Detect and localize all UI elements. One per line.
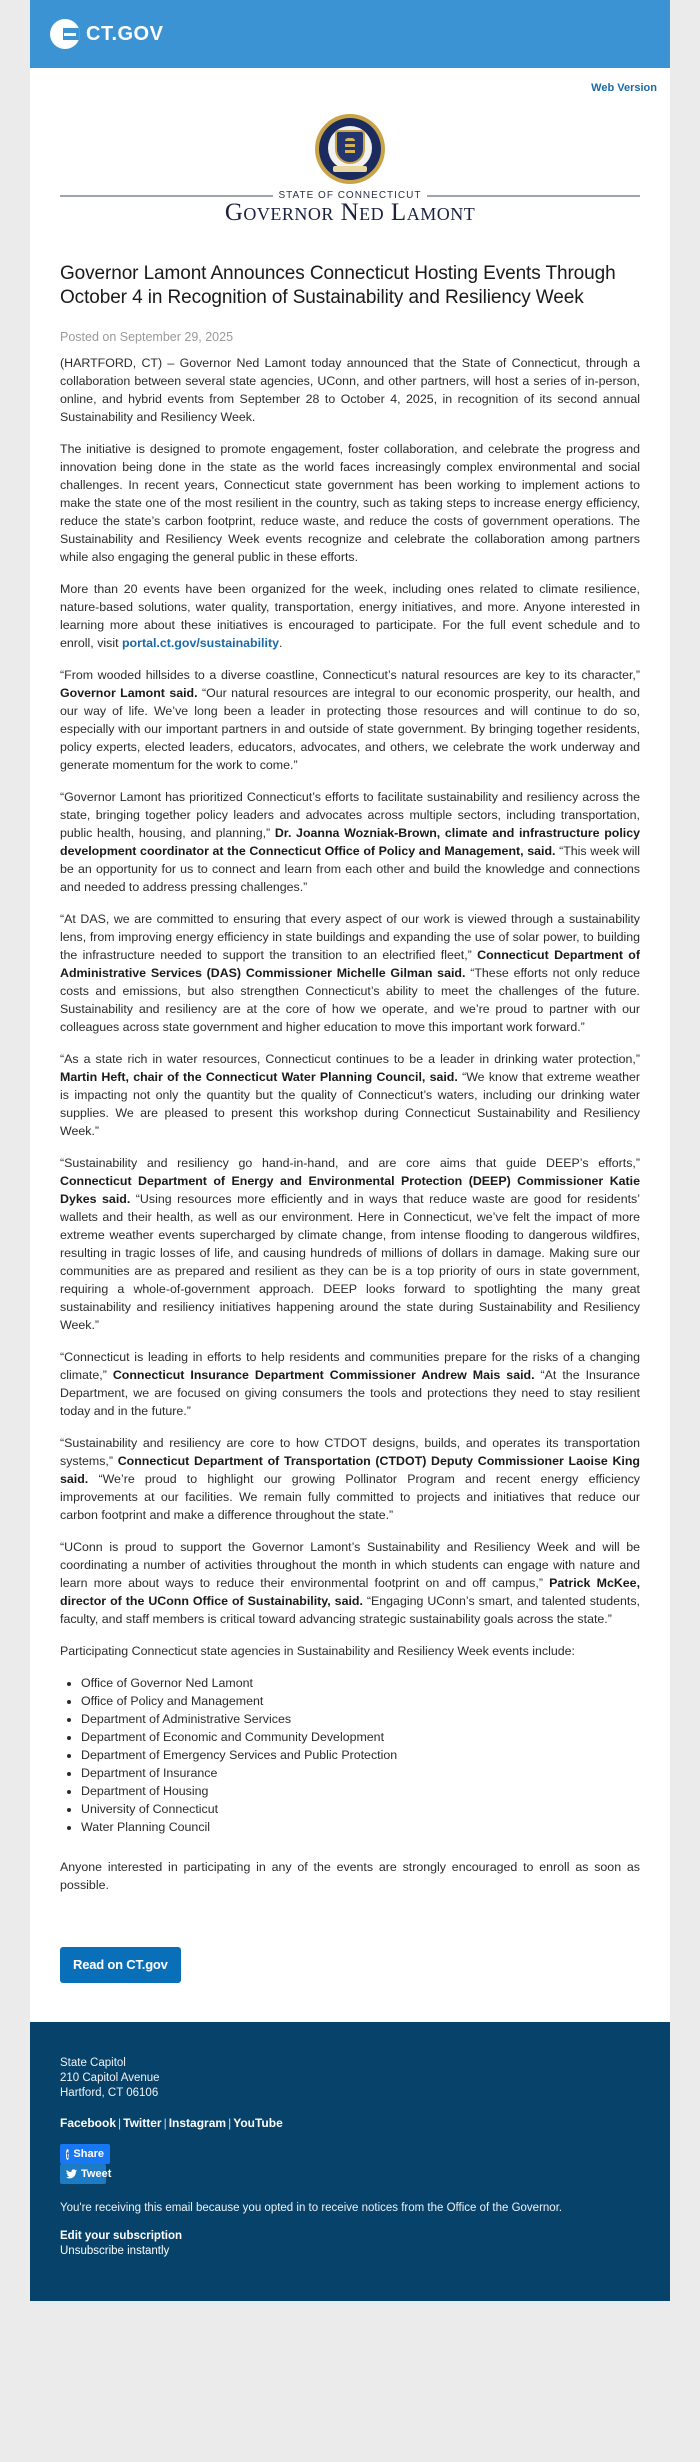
cta-wrap — [60, 1894, 640, 2022]
list-item: • Department of Housing — [81, 1782, 640, 1800]
posted-date: Posted on September 29, 2025 — [60, 330, 234, 344]
share-buttons — [60, 2144, 640, 2184]
paragraph: More than 20 events have been organized for the week, including ones related to climate resilience, nature-based solutions, water quality, transportation, energy initiatives, and more. Anyone interested in learning more about these initiatives is encouraged to participate. For the full event schedule and to enroll, visit portal.ct.gov/sustainability. — [60, 582, 640, 650]
quote-paragraph: “From wooded hillsides to a diverse coastline, Connecticut’s natural resources are key to its character,” Governor Lamont said. “Our natural resources are integral to our economic prosperity, our health, and our way of life. We’ve long been a leader in protecting those resources and will continue to do so, especially with our important partners in and outside of state government. By bringing together residents, policy experts, elected leaders, educators, advocates, and others, we celebrate the work underway and generate momentum for the work to come.” — [60, 668, 640, 772]
masthead — [30, 96, 670, 226]
list-item: • Office of Governor Ned Lamont — [81, 1674, 640, 1692]
quote-paragraph: “At DAS, we are committed to ensuring that every aspect of our work is viewed through a sustainability lens, from improving energy efficiency in state buildings and expanding the use of solar power, to building the infrastructure needed to support the transition to an electrified fleet,” Connecticut Department of Administrative Services (DAS) Commissioner Michelle Gilman said. “These efforts not only reduce costs and emissions, but also strengthen Connecticut’s ability to meet the challenges of the future. Sustainability and resiliency are at the core of how we operate, and we’re proud to partner with our colleagues across state government and higher education to move this important work forward.” — [60, 912, 640, 1034]
unsubscribe-link[interactable]: Unsubscribe instantly — [60, 2245, 170, 2257]
read-on-ctgov-button[interactable]: Read on CT.gov — [60, 1947, 181, 1983]
speaker: Connecticut Department of Energy and Environmental Protection (DEEP) Commissioner Katie Dykes said. — [60, 1174, 640, 1206]
list-item: • Department of Insurance — [81, 1764, 640, 1782]
paragraph: (HARTFORD, CT) – Governor Ned Lamont today announced that the State of Connecticut, through a collaboration between several state agencies, UConn, and other partners, will host a series of in-person, online, and hybrid events from September 28 to October 4, 2025, in recognition of its second annual Sustainability and Resiliency Week. — [60, 356, 640, 424]
quote-paragraph: “Governor Lamont has prioritized Connecticut’s efforts to facilitate sustainability and resiliency across the state, bringing together policy leaders and advocates across multiple sectors, including transportation, public health, housing, and planning,” Dr. Joanna Wozniak-Brown, climate and infrastructure policy development coordinator at the Connecticut Office of Policy and Management, said. “This week will be an opportunity for us to connect and learn from each other and build the knowledge and connections and needed to address pressing challenges.” — [60, 790, 640, 894]
web-version-link[interactable]: Web Version — [591, 82, 657, 94]
subscription-links — [60, 2229, 640, 2259]
instagram-link[interactable]: Instagram — [168, 2116, 227, 2130]
agency-list — [60, 1674, 640, 1836]
facebook-link[interactable]: Facebook — [60, 2116, 117, 2130]
ct-gov-logo-icon — [50, 19, 80, 49]
article — [30, 226, 670, 2022]
facebook-icon: f — [66, 2149, 70, 2160]
quote-paragraph: “UConn is proud to support the Governor Lamont’s Sustainability and Resiliency Week and will be coordinating a number of activities throughout the month in which students can engage with nature and learn more about ways to reduce their environmental footprint on and off campus,” Patrick McKee, director of the UConn Office of Sustainability, said. “Engaging UConn’s smart, and talented students, faculty, and staff members is critical toward advancing strategic sustainability goals across the state.” — [60, 1540, 641, 1626]
email-container — [30, 0, 670, 2305]
list-item: • Department of Economic and Community Development — [81, 1728, 640, 1746]
paragraph: Participating Connecticut state agencies in Sustainability and Resiliency Week events include: — [60, 1644, 575, 1658]
closing-paragraph: Anyone interested in participating in any of the events are strongly encouraged to enroll as soon as possible. — [60, 1860, 640, 1892]
quote-paragraph: “As a state rich in water resources, Connecticut continues to be a leader in drinking water protection,” Martin Heft, chair of the Connecticut Water Planning Council, said. “We know that extreme weather is impacting not only the quantity but the quality of Connecticut’s waters, including our drinking water supplies. We are pleased to present this workshop during Connecticut Sustainability and Resiliency Week.” — [60, 1052, 640, 1138]
edit-subscription-link[interactable]: Edit your subscription — [60, 2230, 183, 2242]
facebook-share-button[interactable]: f Share — [60, 2144, 110, 2164]
list-item: • Department of Administrative Services — [81, 1710, 640, 1728]
footer-address: State Capitol 210 Capitol Avenue Hartford, CT 06106 — [60, 2057, 160, 2099]
divider — [427, 195, 640, 197]
list-item: • Department of Emergency Services and Public Protection — [81, 1746, 640, 1764]
footer — [30, 2022, 670, 2301]
article-body — [60, 354, 640, 1894]
quote-paragraph: “Sustainability and resiliency are core to how CTDOT designs, builds, and operates its transportation systems,” Connecticut Department of Transportation (CTDOT) Deputy Commissioner Laoise King said. “We’re proud to highlight our growing Pollinator Program and recent energy efficiency improvements at our facilities. We remain fully committed to projects and initiatives that reduce our carbon footprint and make a difference throughout the state.” — [60, 1436, 641, 1522]
header-bar — [30, 0, 670, 68]
twitter-bird-icon — [66, 2169, 77, 2179]
sustainability-portal-link[interactable]: portal.ct.gov/sustainability — [121, 636, 279, 650]
speaker: Martin Heft, chair of the Connecticut Water Planning Council, said. — [60, 1070, 458, 1084]
list-item: • Office of Policy and Management — [81, 1692, 640, 1710]
divider — [60, 195, 273, 197]
quote-paragraph: “Connecticut is leading in efforts to help residents and communities prepare for the risks of a changing climate,” Connecticut Insurance Department Commissioner Andrew Mais said. “At the Insurance Department, we are focused on giving consumers the tools and protections they need to stay resilient today and in the future.” — [60, 1350, 640, 1418]
article-title: Governor Lamont Announces Connecticut Hosting Events Through October 4 in Recognition of Sustainability and Resiliency Week — [60, 263, 616, 308]
governor-name: Governor Ned Lamont — [224, 199, 476, 226]
ct-gov-logo-link[interactable] — [50, 19, 163, 49]
list-item: • University of Connecticut — [81, 1800, 640, 1818]
speaker: Governor Lamont said. — [60, 686, 198, 700]
speaker: Connecticut Department of Administrative Services (DAS) Commissioner Michelle Gilman said. — [60, 948, 640, 980]
optin-notice: You're receiving this email because you opted in to receive notices from the Office of the Governor. — [60, 2202, 563, 2214]
social-links: Facebook | Twitter | Instagram | YouTube — [60, 2116, 283, 2130]
bottom-strip — [30, 2301, 670, 2305]
brand-name: CT.GOV — [86, 22, 164, 45]
paragraph: The initiative is designed to promote engagement, foster collaboration, and celebrate the progress and innovation being done in the state as the world faces increasingly complex environmental and social challenges. In recent years, Connecticut state government has been working to implement actions to make the state one of the most resilient in the country, such as taking steps to increase energy efficiency, reduce the state’s carbon footprint, reduce waste, and reduce the costs of government operations. The Sustainability and Resiliency Week events recognize and celebrate the collaboration among partners while also engaging the general public in these efforts. — [60, 442, 640, 564]
speaker: Connecticut Department of Transportation (CTDOT) Deputy Commissioner Laoise King said. — [60, 1454, 641, 1486]
speaker: Dr. Joanna Wozniak-Brown, climate and infrastructure policy development coordinator at the Connecticut Office of Policy and Management, said. — [60, 826, 640, 858]
speaker: Patrick McKee, director of the UConn Office of Sustainability, said. — [60, 1576, 641, 1608]
state-label: STATE OF CONNECTICUT — [278, 190, 422, 201]
youtube-link[interactable]: YouTube — [233, 2116, 283, 2130]
tweet-button[interactable]: Tweet — [60, 2164, 106, 2184]
web-version-row — [30, 68, 670, 96]
list-item: • Water Planning Council — [81, 1818, 640, 1836]
quote-paragraph: “Sustainability and resiliency go hand-in-hand, and are core aims that guide DEEP’s efforts,” Connecticut Department of Energy and Environmental Protection (DEEP) Commissioner Katie Dykes said. “Using resources more efficiently and in ways that reduce waste are good for residents’ wallets and their health, as well as our environment. Here in Connecticut, we’ve felt the impact of more extreme weather events supercharged by climate change, from intense flooding to dangerous wildfires, resulting in tragic losses of life, and causing hundreds of millions of dollars in damage. Making sure our communities are as prepared and resilient as they can be is a top priority of ours in state government, requiring a whole-of-government approach. DEEP looks forward to spotlighting the many great sustainability and resiliency initiatives happening around the state during Sustainability and Resiliency Week.” — [60, 1156, 640, 1332]
speaker: Connecticut Insurance Department Commissioner Andrew Mais said. — [112, 1368, 535, 1382]
governor-seal-icon — [315, 114, 385, 184]
twitter-link[interactable]: Twitter — [123, 2116, 162, 2130]
